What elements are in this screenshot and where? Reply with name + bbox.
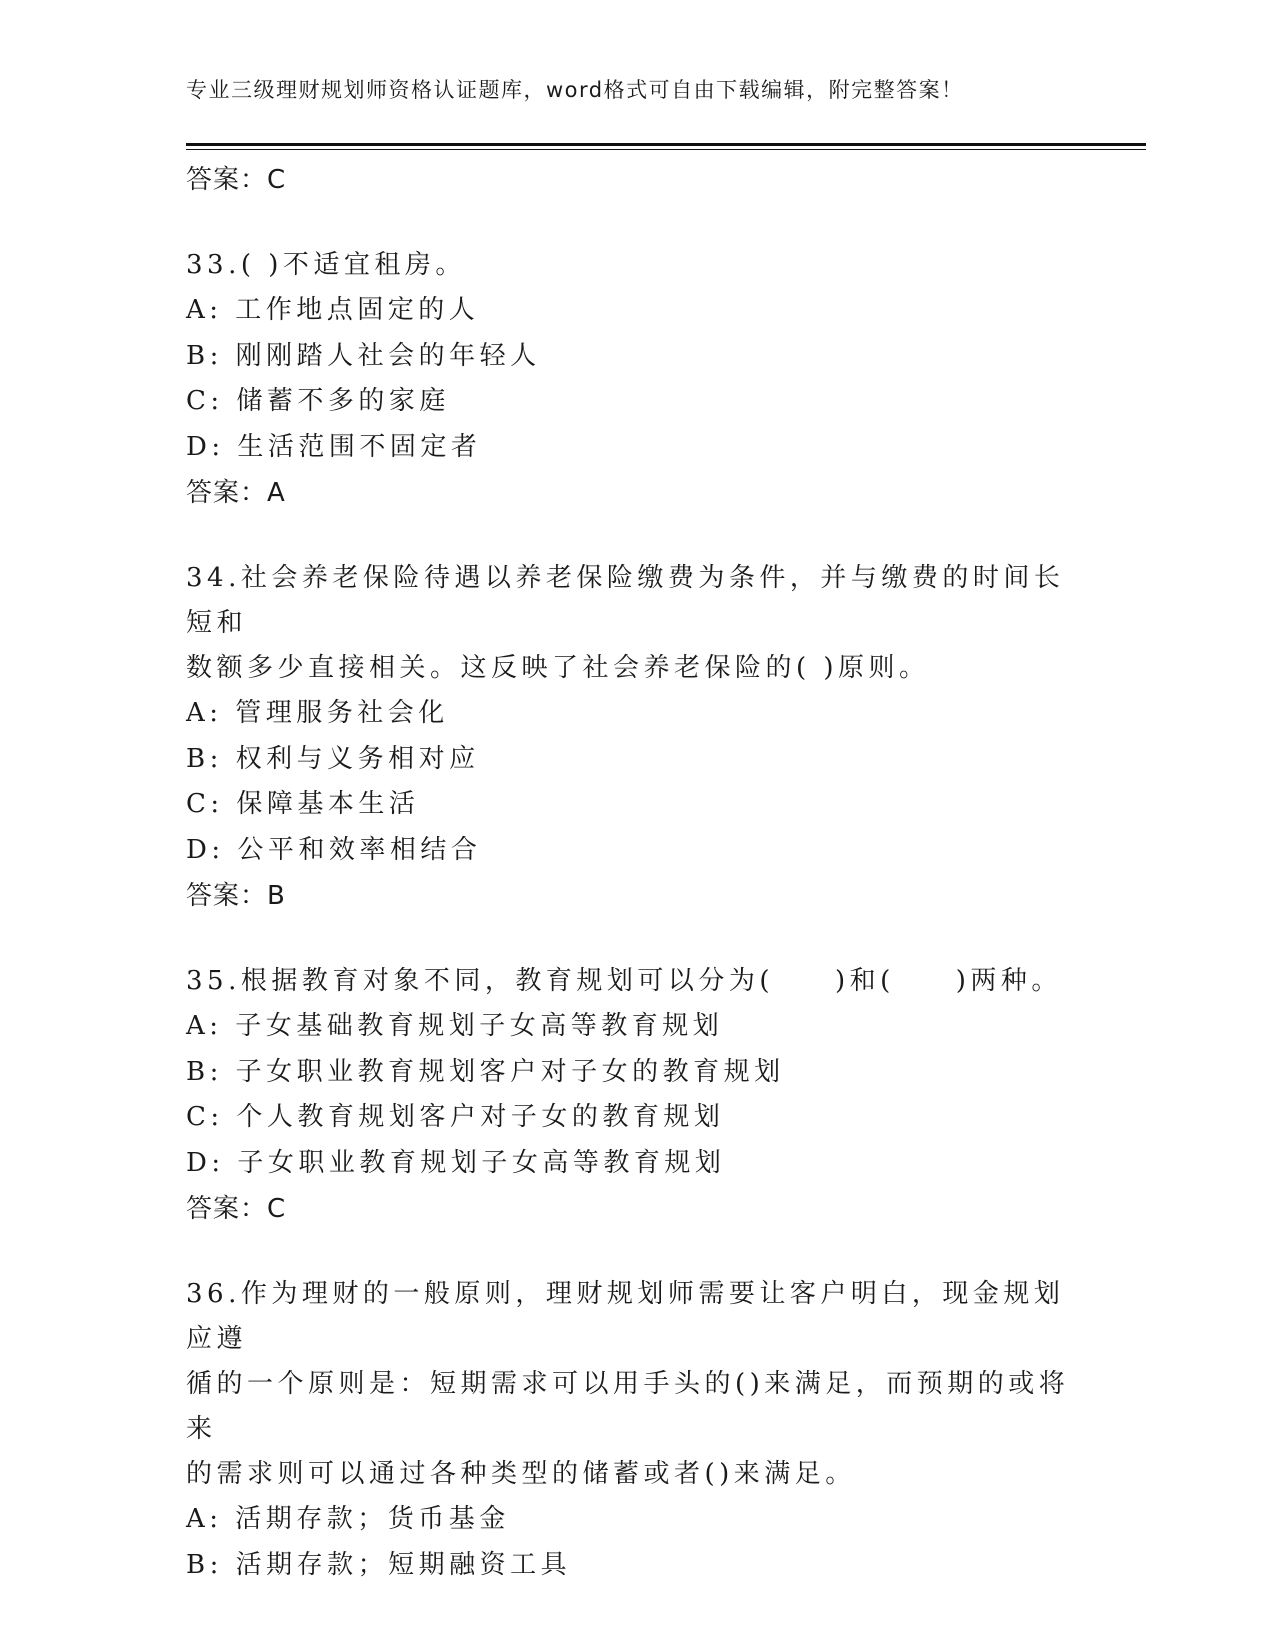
answer-line: 答案：C	[186, 165, 287, 195]
page-header: 专业三级理财规划师资格认证题库，word格式可自由下载编辑，附完整答案！	[186, 78, 964, 102]
option-a: A: 工作地点固定的人	[186, 295, 480, 325]
option-c: C: 个人教育规划客户对子女的教育规划	[186, 1102, 725, 1132]
question-text	[186, 556, 1086, 691]
option-c: C: 储蓄不多的家庭	[186, 386, 450, 416]
question-line: 的需求则可以通过各种类型的储蓄或者()来满足。	[186, 1459, 856, 1489]
option-b: B: 刚刚踏人社会的年轻人	[186, 340, 541, 371]
option-d: D: 公平和效率相结合	[186, 834, 482, 865]
option-d: D: 子女职业教育规划子女高等教育规划	[186, 1147, 726, 1178]
header-divider-thin	[186, 149, 1146, 150]
document-body	[186, 157, 1086, 1588]
question-35	[186, 959, 1086, 1232]
option-b: B: 子女职业教育规划客户对子女的教育规划	[186, 1056, 785, 1087]
option-b: B: 权利与义务相对应	[186, 743, 480, 774]
question-text	[186, 1272, 1086, 1497]
question-34	[186, 556, 1086, 919]
question-text	[186, 959, 1086, 1004]
question-text	[186, 243, 1086, 288]
question-line: 34.社会养老保险待遇以养老保险缴费为条件，并与缴费的时间长短和	[186, 563, 1065, 638]
question-line: 33.( )不适宜租房。	[186, 250, 466, 280]
question-line: 35.根据教育对象不同，教育规划可以分为( )和( )两种。	[186, 966, 1062, 996]
option-b: B: 活期存款；短期融资工具	[186, 1549, 572, 1580]
answer-line: 答案：A	[186, 478, 286, 508]
question-line: 36.作为理财的一般原则，理财规划师需要让客户明白，现金规划应遵	[186, 1279, 1065, 1354]
option-c: C: 保障基本生活	[186, 789, 420, 819]
question-33	[186, 243, 1086, 516]
answer-line: 答案：B	[186, 881, 286, 911]
question-line: 循的一个原则是：短期需求可以用手头的()来满足，而预期的或将来	[186, 1369, 1070, 1444]
answer-line: 答案：C	[186, 1194, 287, 1224]
option-a: A: 子女基础教育规划子女高等教育规划	[186, 1011, 724, 1041]
option-d: D: 生活范围不固定者	[186, 431, 482, 462]
header-divider	[186, 143, 1146, 146]
question-line: 数额多少直接相关。这反映了社会养老保险的( )原则。	[186, 653, 930, 683]
question-36	[186, 1272, 1086, 1588]
option-a: A: 管理服务社会化	[186, 698, 449, 728]
option-a: A: 活期存款；货币基金	[186, 1504, 510, 1534]
